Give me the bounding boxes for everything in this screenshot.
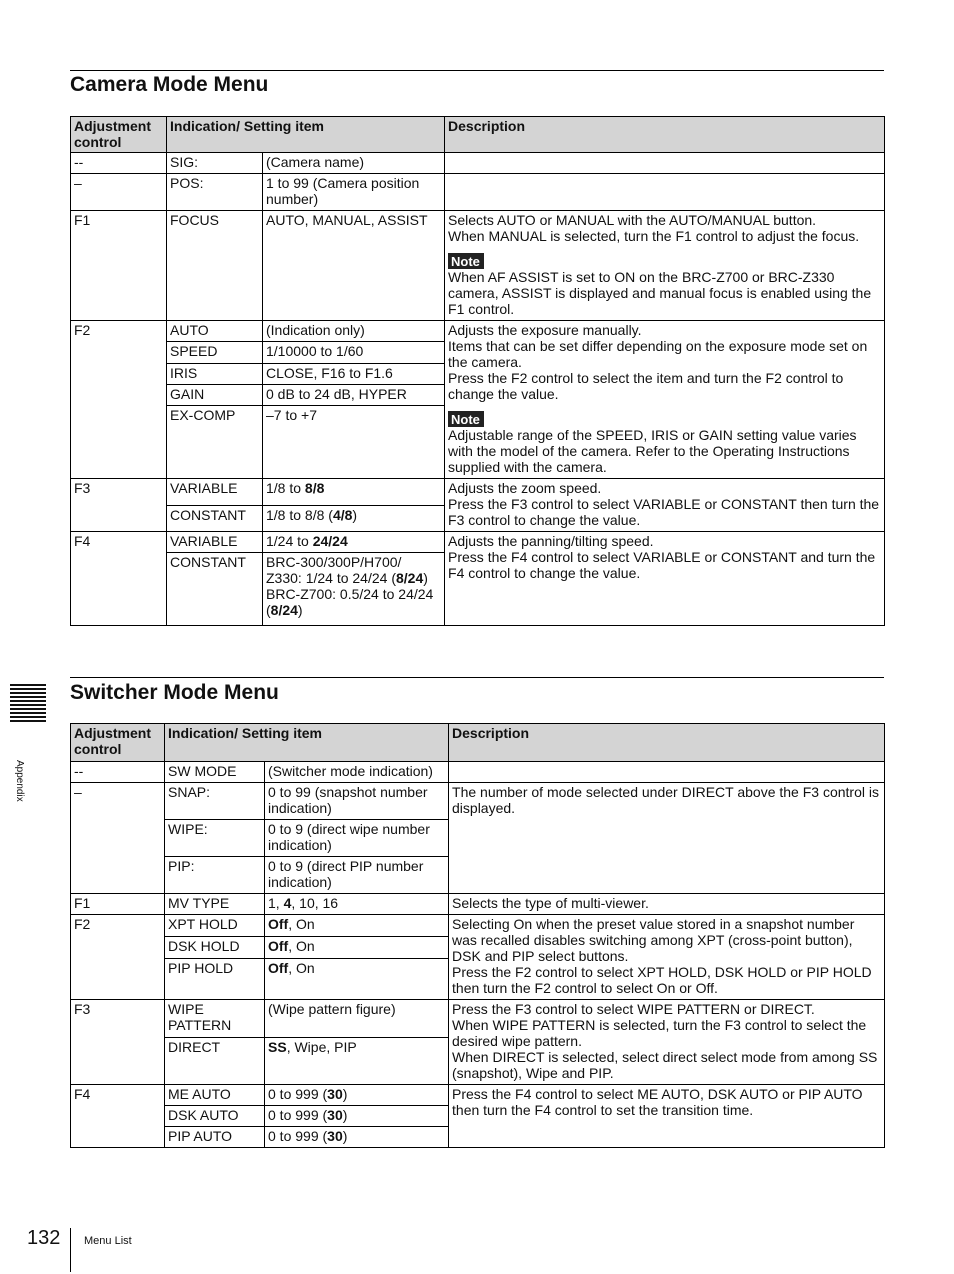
setting-text: 1/8 to	[266, 480, 305, 496]
switcher-mode-menu-title: Switcher Mode Menu	[70, 681, 279, 704]
header-indication: Indication/ Setting item	[165, 724, 449, 762]
setting-text: BRC-300/300P/H700/ Z330: 1/24 to 24/24 (	[266, 554, 402, 586]
setting-cell	[265, 959, 449, 1000]
setting-text: 0 to 999 (	[268, 1128, 328, 1144]
setting-text: )	[342, 1128, 348, 1144]
table-row	[71, 532, 885, 553]
table-row	[71, 1085, 885, 1106]
note-badge: Note	[448, 411, 484, 427]
description-text: Selects AUTO or MANUAL with the AUTO/MANUAL button.	[448, 212, 817, 228]
item-cell: VARIABLE	[167, 532, 263, 553]
default-value: 4	[283, 895, 292, 911]
description-text: The number of mode selected under DIRECT above the F3 control is displayed.	[452, 784, 879, 816]
item-cell: GAIN	[167, 384, 263, 405]
setting-cell	[265, 1127, 449, 1148]
description-text: When WIPE PATTERN is selected, turn the F3 control to select the desired wipe pattern.	[452, 1017, 867, 1049]
item-cell: FOCUS	[167, 211, 263, 321]
description-cell	[449, 762, 885, 783]
setting-text: , On	[288, 938, 315, 954]
switcher-mode-table	[70, 723, 885, 1148]
description-text: When MANUAL is selected, turn the F1 control to adjust the focus.	[448, 228, 860, 244]
page-number: 132	[27, 1227, 61, 1249]
setting-cell	[265, 1106, 449, 1127]
setting-text: , 10, 16	[291, 895, 339, 911]
description-cell	[445, 532, 885, 626]
setting-text: )	[342, 1086, 348, 1102]
description-cell	[449, 1085, 885, 1148]
setting-cell: CLOSE, F16 to F1.6	[263, 363, 445, 384]
control-cell: F2	[71, 915, 165, 1000]
item-cell: VARIABLE	[167, 479, 263, 506]
table-row	[71, 174, 885, 211]
default-value: 4/8	[332, 506, 353, 523]
description-cell	[445, 321, 885, 479]
setting-cell	[265, 937, 449, 959]
default-value: 24/24	[312, 533, 348, 549]
setting-text: 1/24 to	[266, 533, 313, 549]
header-adjustment-control: Adjustment control	[71, 117, 167, 153]
setting-cell: –7 to +7	[263, 406, 445, 479]
item-cell: MV TYPE	[165, 894, 265, 915]
item-cell: POS:	[167, 174, 263, 211]
item-cell: SIG:	[167, 153, 263, 174]
setting-cell: 0 to 9 (direct wipe number indication)	[265, 820, 449, 857]
setting-cell	[263, 505, 445, 532]
setting-cell	[263, 479, 445, 506]
setting-text: )	[423, 570, 428, 586]
setting-cell	[265, 1038, 449, 1085]
section-side-label: Appendix	[14, 760, 25, 802]
setting-cell: AUTO, MANUAL, ASSIST	[263, 211, 445, 321]
description-text: Items that can be set differ depending on the exposure mode set on the camera.	[448, 338, 868, 370]
default-value: Off	[268, 916, 289, 932]
setting-cell	[263, 532, 445, 553]
control-cell: --	[71, 153, 167, 174]
table-row	[71, 1000, 885, 1038]
item-cell: AUTO	[167, 321, 263, 342]
default-value: 8/24	[395, 570, 424, 586]
description-text: Press the F2 control to select XPT HOLD, DSK HOLD or PIP HOLD then turn the F2 control to select On or Off.	[452, 964, 872, 996]
item-cell: EX-COMP	[167, 406, 263, 479]
description-text: Press the F3 control to select VARIABLE or CONSTANT then turn the F3 control to change the value.	[448, 496, 880, 528]
table-row	[71, 915, 885, 937]
section-tab-marker	[10, 684, 46, 724]
description-cell	[445, 153, 885, 174]
setting-cell: (Indication only)	[263, 321, 445, 342]
setting-text: 0 to 999 (	[268, 1107, 328, 1123]
item-cell: DSK HOLD	[165, 937, 265, 959]
setting-cell	[265, 894, 449, 915]
description-cell	[445, 211, 885, 321]
item-cell: PIP:	[165, 857, 265, 894]
item-cell: SW MODE	[165, 762, 265, 783]
header-description: Description	[449, 724, 885, 762]
item-cell: CONSTANT	[167, 553, 263, 626]
setting-text: BRC-Z700: 0.5/24 to 24/24 (	[266, 586, 434, 618]
setting-text: , On	[288, 916, 315, 932]
header-adjustment-control: Adjustment control	[71, 724, 165, 762]
description-text: Selecting On when the preset value stored in a snapshot number was recalled disables switching among XPT (cross-point button), DSK and PIP select buttons.	[452, 916, 855, 964]
table-row	[71, 321, 885, 342]
description-cell	[449, 1000, 885, 1085]
table-header-row	[71, 117, 885, 153]
description-text: Adjusts the exposure manually.	[448, 322, 642, 338]
default-value: 30	[327, 1128, 343, 1144]
default-value: SS	[268, 1039, 287, 1055]
item-cell: SNAP:	[165, 783, 265, 820]
setting-cell: (Switcher mode indication)	[265, 762, 449, 783]
footer-section-label: Menu List	[84, 1235, 132, 1247]
setting-line	[266, 586, 441, 618]
control-cell: F1	[71, 894, 165, 915]
description-cell: Selects the type of multi-viewer.	[449, 894, 885, 915]
setting-cell: 1 to 99 (Camera position number)	[263, 174, 445, 211]
setting-cell	[265, 1085, 449, 1106]
table-row	[71, 211, 885, 321]
setting-text: 0 to 999 (	[268, 1086, 328, 1102]
control-cell: –	[71, 174, 167, 211]
description-text: Adjusts the panning/tilting speed.	[448, 533, 654, 549]
item-cell: PIP AUTO	[165, 1127, 265, 1148]
control-cell: F2	[71, 321, 167, 479]
camera-mode-table	[70, 116, 885, 626]
header-description: Description	[445, 117, 885, 153]
item-cell: PIP HOLD	[165, 959, 265, 1000]
camera-mode-menu-title: Camera Mode Menu	[70, 73, 269, 96]
item-cell: DIRECT	[165, 1038, 265, 1085]
default-value: Off	[268, 960, 289, 976]
setting-cell	[263, 553, 445, 626]
description-cell	[449, 915, 885, 1000]
item-cell: ME AUTO	[165, 1085, 265, 1106]
setting-cell: 1/10000 to 1/60	[263, 342, 445, 363]
setting-line	[266, 554, 441, 586]
setting-cell: (Camera name)	[263, 153, 445, 174]
table-header-row	[71, 724, 885, 762]
setting-cell	[265, 915, 449, 937]
description-text: Adjusts the zoom speed.	[448, 480, 602, 496]
camera-section-rule	[70, 70, 884, 71]
item-cell: DSK AUTO	[165, 1106, 265, 1127]
note-text: When AF ASSIST is set to ON on the BRC-Z700 or BRC-Z330 camera, ASSIST is displayed and manual focus is enabled using the F1 control.	[448, 269, 872, 317]
control-cell: F1	[71, 211, 167, 321]
footer-divider	[70, 1228, 71, 1272]
setting-text: 1,	[268, 895, 284, 911]
item-cell: XPT HOLD	[165, 915, 265, 937]
setting-text: )	[342, 1107, 348, 1123]
table-row	[71, 783, 885, 820]
default-value: Off	[268, 938, 289, 954]
item-cell: IRIS	[167, 363, 263, 384]
header-indication: Indication/ Setting item	[167, 117, 445, 153]
description-cell	[445, 479, 885, 532]
default-value: 30	[327, 1107, 343, 1123]
item-cell: SPEED	[167, 342, 263, 363]
description-text: Press the F4 control to select ME AUTO, DSK AUTO or PIP AUTO then turn the F4 control to set the transition time.	[452, 1086, 863, 1118]
setting-text: )	[297, 602, 303, 618]
description-text: Press the F3 control to select WIPE PATTERN or DIRECT.	[452, 1001, 815, 1017]
table-row	[71, 894, 885, 915]
control-cell: --	[71, 762, 165, 783]
setting-cell: 0 to 99 (snapshot number indication)	[265, 783, 449, 820]
item-cell: CONSTANT	[167, 505, 263, 532]
control-cell: F4	[71, 1085, 165, 1148]
setting-cell: (Wipe pattern figure)	[265, 1000, 449, 1038]
table-row	[71, 153, 885, 174]
setting-cell: 0 to 9 (direct PIP number indication)	[265, 857, 449, 894]
setting-text: , Wipe, PIP	[286, 1039, 357, 1055]
description-cell	[449, 783, 885, 894]
default-value: 8/8	[304, 480, 325, 496]
description-cell	[445, 174, 885, 211]
item-cell: WIPE:	[165, 820, 265, 857]
note-badge: Note	[448, 253, 484, 269]
default-value: 30	[327, 1086, 343, 1102]
switcher-section-rule	[70, 677, 884, 678]
table-row	[71, 762, 885, 783]
control-cell: –	[71, 783, 165, 894]
item-cell: WIPE PATTERN	[165, 1000, 265, 1038]
control-cell: F3	[71, 1000, 165, 1085]
note-text: Adjustable range of the SPEED, IRIS or GAIN setting value varies with the model of the camera. Refer to the Operating Instructions supplied with the camera.	[448, 427, 857, 475]
default-value: 8/24	[270, 602, 298, 618]
description-text: Press the F2 control to select the item and turn the F2 control to change the value.	[448, 370, 844, 402]
table-row	[71, 479, 885, 506]
description-text: When DIRECT is selected, select direct select mode from among SS (snapshot), Wipe and PIP.	[452, 1049, 878, 1081]
setting-text: , On	[288, 960, 315, 976]
description-text: Press the F4 control to select VARIABLE or CONSTANT and turn the F4 control to change the value.	[448, 549, 876, 581]
control-cell: F4	[71, 532, 167, 626]
setting-text: 1/8 to 8/8 (	[266, 506, 333, 523]
control-cell: F3	[71, 479, 167, 532]
setting-text: )	[352, 506, 358, 523]
setting-cell: 0 dB to 24 dB, HYPER	[263, 384, 445, 405]
